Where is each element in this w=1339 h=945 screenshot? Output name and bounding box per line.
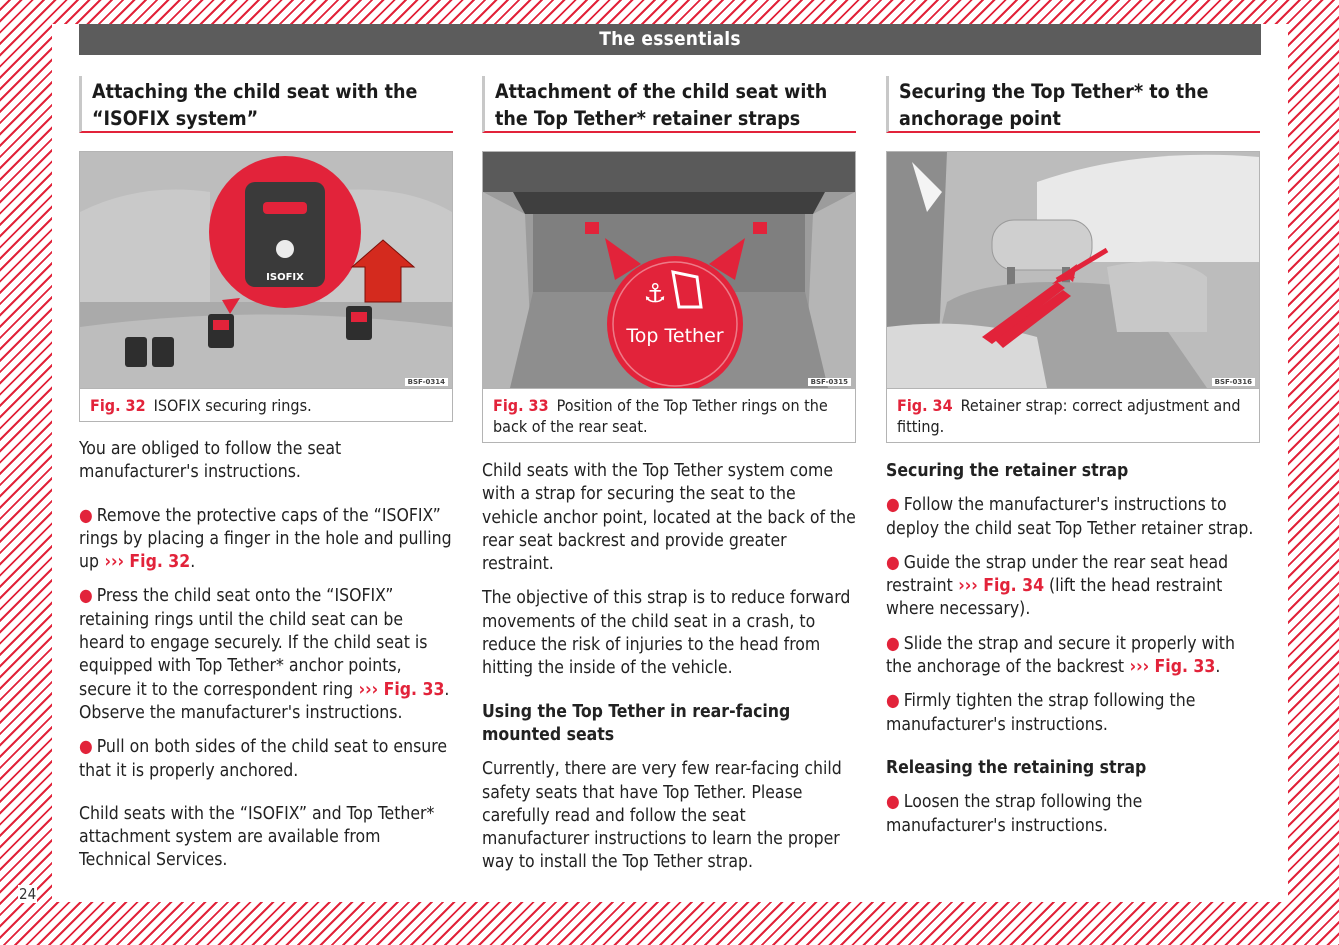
bullet-icon: ●	[79, 586, 93, 607]
list-item: ● Pull on both sides of the child seat to ensure that it is properly anchored.	[79, 737, 448, 781]
figure-caption	[483, 388, 855, 442]
figure-32	[79, 151, 453, 422]
subheading-rear-facing: Using the Top Tether in rear-facing mounted seats	[482, 701, 791, 745]
top-tether-badge-text: Top Tether	[626, 325, 724, 347]
manual-page	[52, 24, 1288, 902]
list-item: ● Firmly tighten the strap following the manufacturer's instructions.	[886, 691, 1196, 735]
bullet-icon: ●	[79, 505, 93, 526]
paragraph: The objective of this strap is to reduce forward movements of the child seat in a crash, to reduce the risk of injuries to the head from hitting the inside of the vehicle.	[482, 588, 851, 679]
isofix-illustration	[80, 152, 452, 388]
isofix-intro: You are obliged to follow the seat manufacturer's instructions.	[79, 439, 342, 483]
bullet-icon: ●	[886, 691, 900, 712]
list-item: ● Remove the protective caps of the “ISOFIX” rings by placing a finger in the hole and pulling up ››› Fig. 32.	[79, 505, 452, 573]
bullet-icon: ●	[886, 792, 900, 813]
figure-number: Fig. 33	[493, 396, 549, 415]
figure-number: Fig. 34	[897, 396, 953, 415]
list-item: ● Loosen the strap following the manufacturer's instructions.	[886, 792, 1143, 836]
cross-reference-link[interactable]: ››› Fig. 33	[1129, 657, 1216, 678]
anchor-icon: ⚓	[643, 279, 667, 309]
figure-code: BSF-0314	[405, 378, 448, 386]
top-tether-body	[482, 460, 856, 886]
figure-caption-text: Retainer strap: correct adjustment and fitting.	[897, 396, 1241, 436]
figure-caption	[80, 388, 452, 421]
section-title-isofix: Attaching the child seat with the “ISOFIX system”	[79, 76, 453, 133]
list-item: ● Slide the strap and secure it properly with the anchorage of the backrest ››› Fig. 33.	[886, 633, 1235, 678]
section-title-anchorage: Securing the Top Tether* to the anchorage point	[886, 76, 1260, 133]
cross-reference-link[interactable]: ››› Fig. 32	[104, 552, 191, 573]
top-tether-illustration	[483, 152, 855, 388]
list-item: ● Guide the strap under the rear seat head restraint ››› Fig. 34 (lift the head restraint where necessary).	[886, 552, 1229, 620]
isofix-badge-text: ISOFIX	[266, 272, 304, 283]
figure-34	[886, 151, 1260, 443]
figure-33	[482, 151, 856, 443]
page-number: 24	[19, 885, 37, 903]
bullet-icon: ●	[886, 495, 900, 516]
figure-caption-text: Position of the Top Tether rings on the back of the rear seat.	[493, 396, 828, 436]
anchorage-body	[886, 460, 1260, 849]
bullet-icon: ●	[79, 737, 93, 758]
list-item: ● Press the child seat onto the “ISOFIX” retaining rings until the child seat can be heard to engage securely. If the child seat is equipped with Top Tether* anchor points, secure it to the correspondent ring ››› Fig. 33. Observe the manufacturer's instructions.	[79, 586, 450, 723]
list-item: ● Follow the manufacturer's instructions to deploy the child seat Top Tether retainer strap.	[886, 495, 1254, 539]
bullet-icon: ●	[886, 633, 900, 654]
subheading-releasing: Releasing the retaining strap	[886, 757, 1147, 778]
figure-caption	[887, 388, 1259, 442]
cross-reference-link[interactable]: ››› Fig. 34	[958, 576, 1045, 597]
isofix-body	[79, 438, 453, 884]
subheading-securing: Securing the retainer strap	[886, 461, 1129, 481]
isofix-outro: Child seats with the “ISOFIX” and Top Tether* attachment system are available from Technical Services.	[79, 803, 435, 871]
cross-reference-link[interactable]: ››› Fig. 33	[358, 679, 445, 700]
figure-code: BSF-0316	[1212, 378, 1255, 386]
figure-caption-text: ISOFIX securing rings.	[153, 396, 312, 415]
retainer-strap-illustration	[887, 152, 1259, 388]
paragraph: Child seats with the Top Tether system come with a strap for securing the seat to the vehicle anchor point, located at the back of the rear seat backrest and provide greater restraint.	[482, 461, 856, 575]
paragraph: Currently, there are very few rear-facing child safety seats that have Top Tether. Please carefully read and follow the seat manufacturer instructions to learn the proper way to install the Top Tether strap.	[482, 759, 842, 873]
chapter-header: The essentials	[79, 24, 1261, 55]
bullet-icon: ●	[886, 552, 900, 573]
figure-number: Fig. 32	[90, 396, 146, 415]
figure-code: BSF-0315	[808, 378, 851, 386]
section-title-top-tether: Attachment of the child seat with the Top Tether* retainer straps	[482, 76, 856, 133]
